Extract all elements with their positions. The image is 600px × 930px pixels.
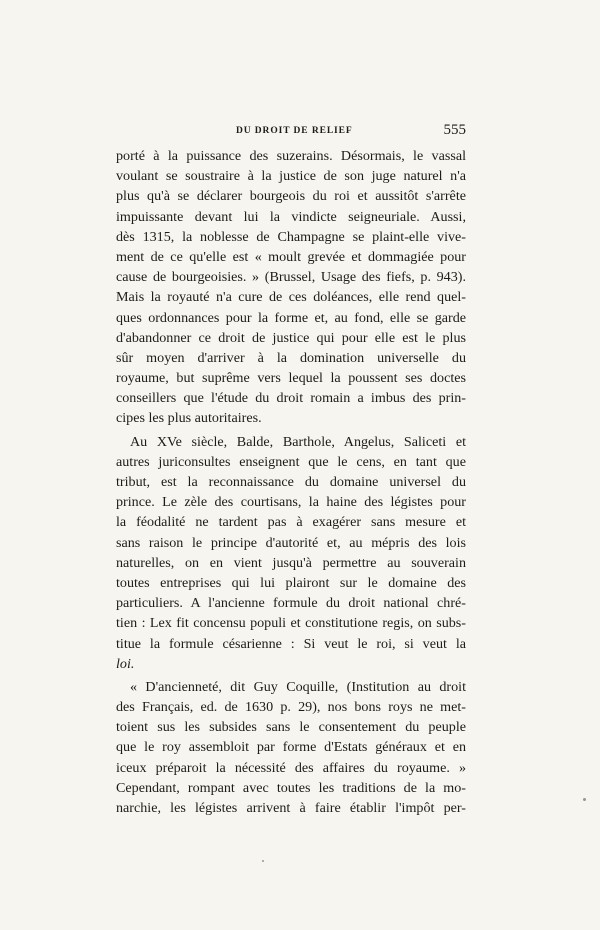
text-line: Cependant, rompant avec toutes les traditions de la mo- [116,779,466,796]
text-line: impuissante devant lui la vindicte seigneuriale. Aussi, [116,208,466,225]
text-line: autres juriconsultes enseignent que le cens, en tant que [116,453,466,470]
body-text [116,146,466,818]
text-line: plus qu'à se déclarer bourgeois du roi et aussitôt s'arrête [116,188,466,205]
text-line: titue la formule césarienne : Si veut le roi, si veut la [116,635,466,652]
text-line: sûr moyen d'arriver à la domination universelle du [116,349,466,366]
text-line: iceux préparoit la nécessité des affaires du royaume. » [116,759,466,776]
text-line: ques ordonnances pour la forme et, au fond, elle se garde [116,309,466,326]
text-line: que le roy assembloit par forme d'Estats généraux et en [116,739,466,756]
text-line: toient sus les subsides sans le consentement du peuple [116,719,466,736]
text-line: loi. [116,655,135,672]
text-line: naturelles, on en vient jusqu'à permettre au souverain [116,554,466,571]
page-number: 555 [443,122,466,138]
paper-speck [583,798,586,801]
text-line: « D'ancienneté, dit Guy Coquille, (Institution au droit [130,678,466,695]
text-line: ment de ce qu'elle est « moult grevée et dommagiée pour [116,248,466,265]
running-head [116,122,466,142]
text-line: royaume, but suprême vers lequel la poussent ses doctes [116,370,466,387]
text-line: cause de bourgeoisies. » (Brussel, Usage des fiefs, p. 943). [116,269,466,286]
text-line: Au XVe siècle, Balde, Barthole, Angelus, Saliceti et [130,433,466,450]
paper-speck [262,860,264,862]
text-line: Mais la royauté n'a cure de ces doléances, elle rend quel- [116,289,466,306]
text-line: sans raison le principe d'autorité et, au mépris des lois [116,534,466,551]
text-line: tribut, est la reconnaissance du domaine universel du [116,474,466,490]
running-title: DU DROIT DE RELIEF [236,126,353,136]
text-line: toutes entreprises qui lui plairont sur le domaine des [116,574,466,591]
text-line: cipes les plus autoritaires. [116,410,262,427]
text-line: porté à la puissance des suzerains. Désormais, le vassal [116,148,466,164]
text-line: particuliers. A l'ancienne formule du droit national chré- [116,595,466,612]
text-line: d'abandonner ce droit de justice qui pour elle est le plus [116,329,466,346]
text-line: narchie, les légistes arrivent à faire établir l'impôt per- [116,800,466,816]
text-line: prince. Le zèle des courtisans, la haine des légistes pour [116,494,466,511]
text-line: tien : Lex fit concensu populi et constitutione regis, on subs- [116,615,466,632]
text-line: voulant se soustraire à la justice de son juge naturel n'a [116,168,466,185]
text-line: des Français, ed. de 1630 p. 29), nos bons roys ne met- [116,699,466,716]
text-line: conseillers que l'étude du droit romain a imbus des prin- [116,390,466,407]
text-line: dès 1315, la noblesse de Champagne se plaint-elle vive- [116,228,466,245]
text-line: la féodalité ne tardent pas à exagérer sans mesure et [116,514,466,531]
